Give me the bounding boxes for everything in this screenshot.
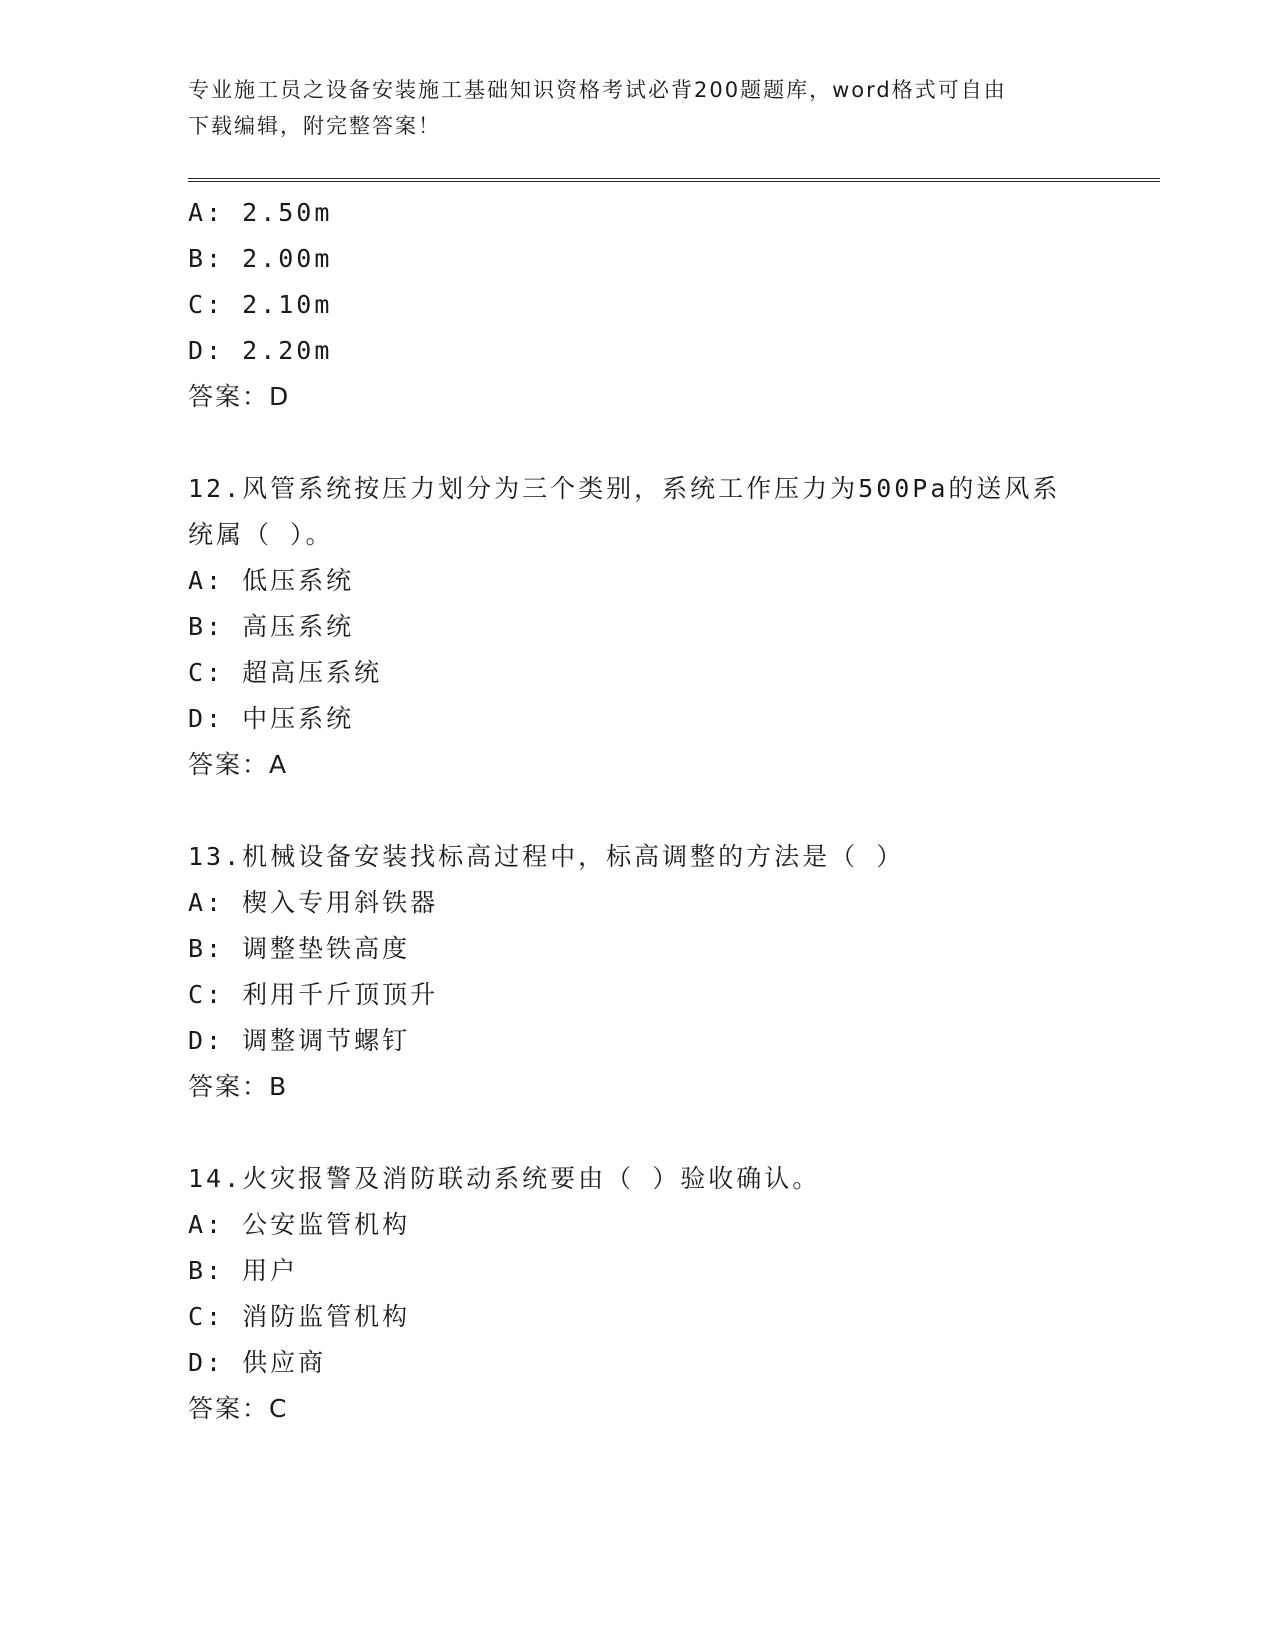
question-stem-line-1: 13.机械设备安装找标高过程中，标高调整的方法是（ ） (188, 842, 905, 871)
question-11 (188, 190, 1148, 420)
document-header (188, 72, 1068, 144)
option-b: B: 高压系统 (188, 612, 355, 641)
spacer (188, 788, 1148, 834)
answer: 答案：A (188, 750, 289, 779)
header-line-1: 专业施工员之设备安装施工基础知识资格考试必背200题题库，word格式可自由 (188, 78, 1007, 102)
option-c: C: 消防监管机构 (188, 1302, 411, 1331)
option-d: D: 调整调节螺钉 (188, 1026, 411, 1055)
question-13 (188, 834, 1148, 1110)
question-stem-line-1: 12.风管系统按压力划分为三个类别，系统工作压力为500Pa的送风系 (188, 474, 1061, 503)
option-c: C: 超高压系统 (188, 658, 383, 687)
answer: 答案：C (188, 1394, 289, 1423)
question-stem-line-1: 14.火灾报警及消防联动系统要由（ ）验收确认。 (188, 1164, 821, 1193)
option-d: D: 中压系统 (188, 704, 355, 733)
question-content (188, 190, 1148, 1432)
answer: 答案：D (188, 382, 291, 411)
header-line-2: 下载编辑，附完整答案！ (188, 114, 441, 138)
option-c: C: 利用千斤顶顶升 (188, 980, 439, 1009)
option-c: C: 2.10m (188, 290, 333, 319)
question-14 (188, 1156, 1148, 1432)
answer: 答案：B (188, 1072, 289, 1101)
option-a: A: 低压系统 (188, 566, 355, 595)
option-b: B: 2.00m (188, 244, 333, 273)
option-d: D: 2.20m (188, 336, 333, 365)
question-stem-line-2: 统属（ ）。 (188, 520, 334, 549)
option-a: A: 楔入专用斜铁器 (188, 888, 439, 917)
option-b: B: 用户 (188, 1256, 299, 1285)
option-d: D: 供应商 (188, 1348, 327, 1377)
spacer (188, 420, 1148, 466)
spacer (188, 1110, 1148, 1156)
option-a: A: 公安监管机构 (188, 1210, 411, 1239)
option-a: A: 2.50m (188, 198, 333, 227)
option-b: B: 调整垫铁高度 (188, 934, 411, 963)
header-divider (188, 178, 1160, 182)
question-12 (188, 466, 1148, 788)
